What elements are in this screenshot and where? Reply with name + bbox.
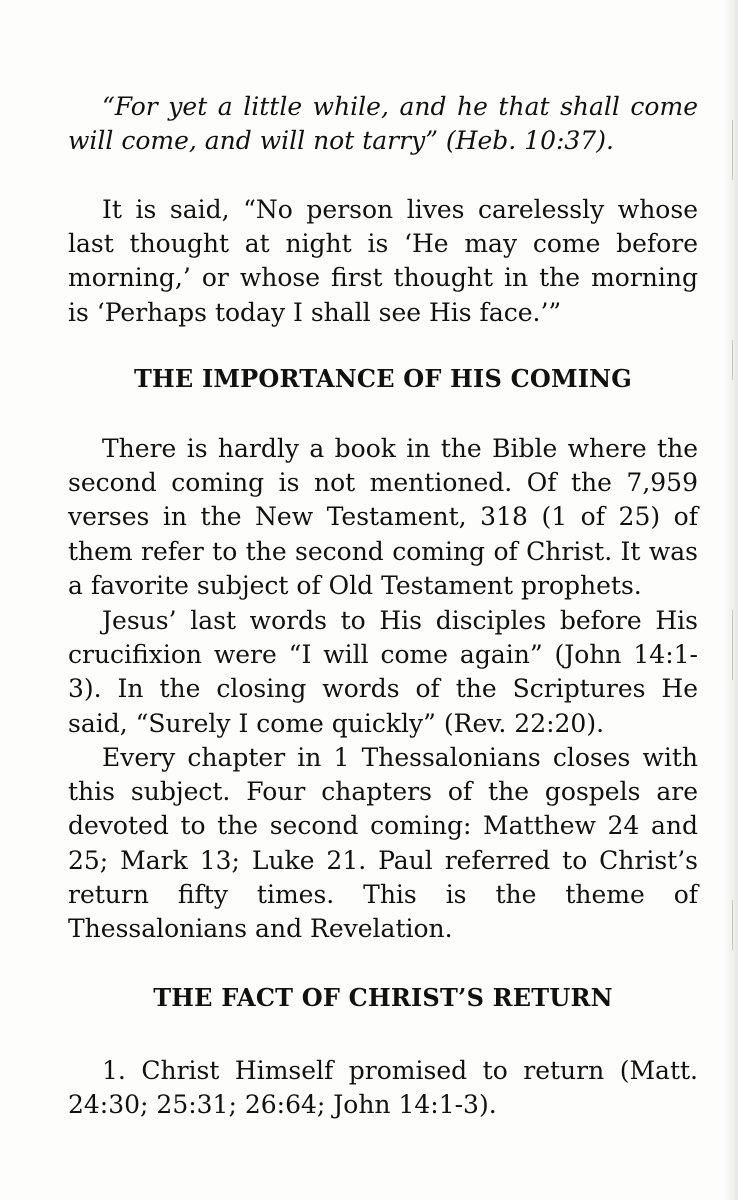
paragraph-thessalonians: Every chapter in 1 Thessalonians closes with this subject. Four chapters of the gospels are devoted to the second coming: Matthew 24 and 25; Mark 13; Luke 21. Paul referred to Christ’s return fifty times. This is the theme of Thessalonians and Revelation.: [68, 743, 698, 944]
page-edge-mark: [732, 120, 733, 180]
page-edge-shadow: [724, 0, 738, 1200]
scripture-quote: “For yet a little while, and he that shall come will come, and will not tarry” (Heb. 10:37).: [68, 92, 698, 156]
page-edge-mark: [732, 900, 733, 950]
paragraph-bible-mentions: There is hardly a book in the Bible where the second coming is not mentioned. Of the 7,959 verses in the New Testament, 318 (1 of 25) of them refer to the second coming of Christ. It was a favorite subject of Old Testament prophets.: [68, 434, 698, 600]
page-edge-mark: [732, 340, 733, 380]
heading-fact-of-return: THE FACT OF CHRIST’S RETURN: [153, 983, 613, 1012]
list-item-christ-promised: 1. Christ Himself promised to return (Matt. 24:30; 25:31; 26:64; John 14:1-3).: [68, 1056, 698, 1120]
paragraph-last-words: Jesus’ last words to His disciples before His crucifixion were “I will come again” (John 14:1-3). In the closing words of the Scriptures He said, “Surely I come quickly” (Rev. 22:20).: [68, 606, 698, 738]
heading-importance: THE IMPORTANCE OF HIS COMING: [133, 364, 633, 393]
paragraph-careless-living: It is said, “No person lives carelessly whose last thought at night is ‘He may come before morning,’ or whose first thought in the morning is ‘Perhaps today I shall see His face.’”: [68, 195, 698, 327]
page-edge-mark: [732, 610, 733, 680]
